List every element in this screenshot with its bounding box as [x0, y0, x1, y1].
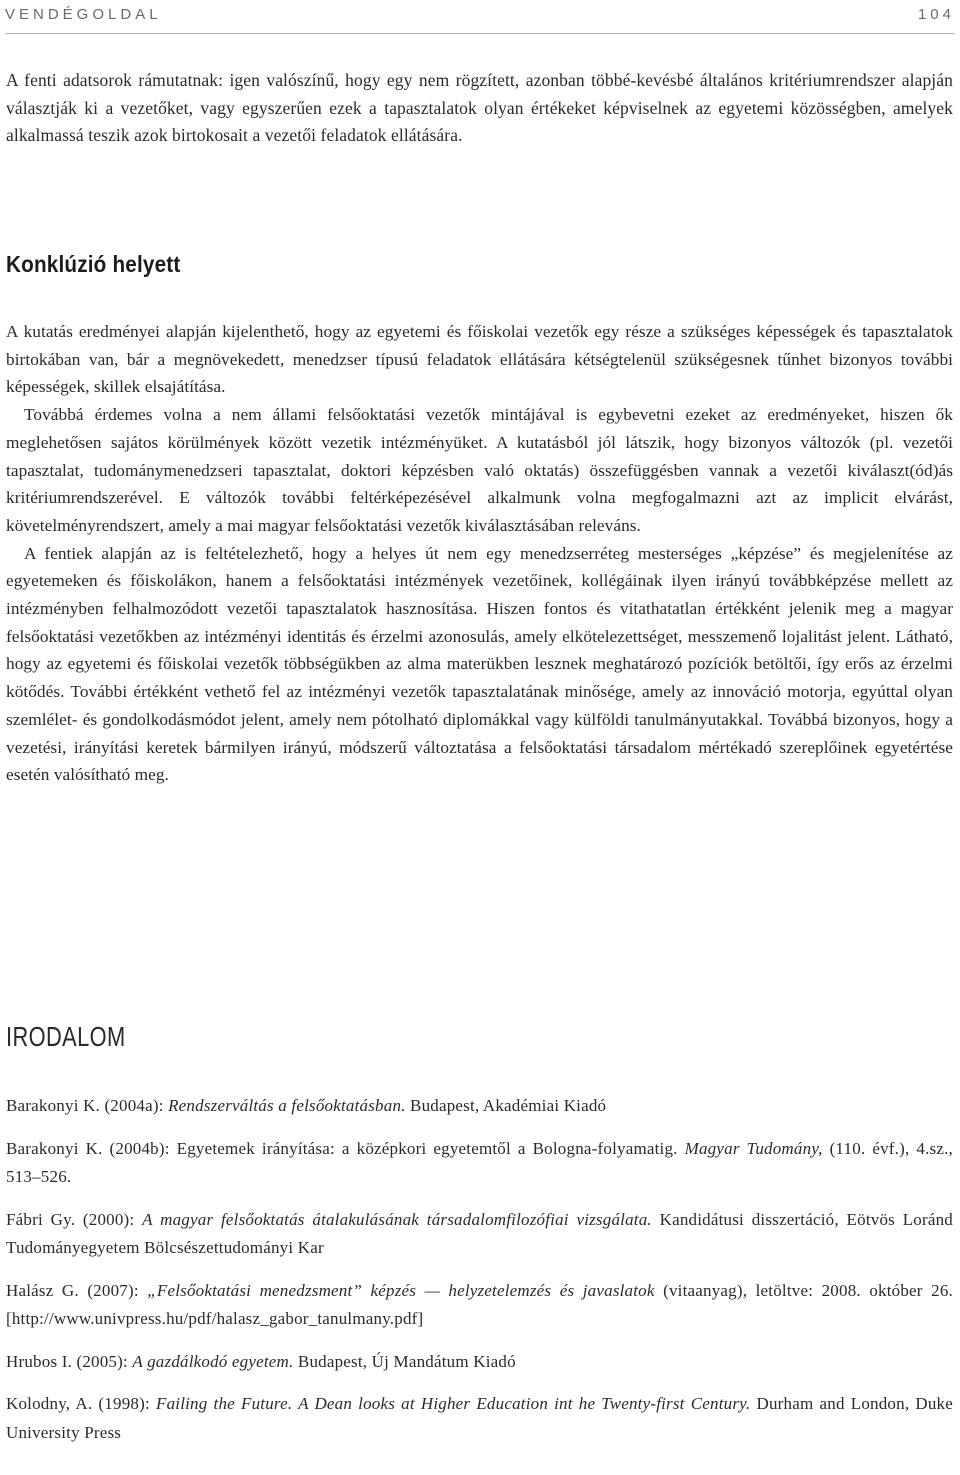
references-heading: IRODALOM [6, 1021, 126, 1052]
conclusion-heading: Konklúzió helyett [6, 251, 181, 277]
reference-title: „Felsőoktatási menedzsment” képzés — helyzetelemzés és javaslatok [147, 1280, 655, 1300]
reference-item [6, 1135, 953, 1192]
reference-details: Budapest, Akadémiai Kiadó [405, 1096, 607, 1115]
reference-item [6, 1206, 953, 1263]
page-number: 104 [917, 6, 955, 23]
reference-details: Durham and London, Duke University Press [6, 1394, 953, 1442]
reference-title: A gazdálkodó egyetem. [132, 1351, 294, 1371]
conclusion-paragraph: A kutatás eredményei alapján kijelenthető, hogy az egyetemi és főiskolai vezetők egy része a szükséges képességek és tapasztalatok birtokában van, bár a megnövekedett, menedzser típusú feladatok ellátására kétségtelenül szükségesnek tűnhet bizonyos további képességek, skillek elsajátítása. [6, 322, 953, 397]
reference-authors: Barakonyi K. (2004b): Egyetemek irányítása: a középkori egyetemtől a Bologna-folyamatig. [6, 1138, 685, 1158]
reference-details: (vitaanyag), letöltve: 2008. október 26. [http://www.univpress.hu/pdf/halasz_gabor_tanulmany.pdf] [6, 1280, 953, 1328]
intro-paragraph: A fenti adatsorok rámutatnak: igen valószínű, hogy egy nem rögzített, azonban többé-kevésbé általános kritériumrendszer alapján választják ki a vezetőket, vagy egyszerűen ezek a tapasztalatok olyan értékeket képviselnek az egyetemi közösségben, amelyek alkalmassá teszik azok birtokosait a vezetői feladatok ellátására. [6, 70, 953, 146]
reference-title: Failing the Future. A Dean looks at Higher Education int he Twenty-first Century. [155, 1394, 751, 1413]
reference-authors: Fábri Gy. (2000): [6, 1209, 143, 1229]
section-title: VENDÉGOLDAL [5, 6, 162, 23]
reference-item [6, 1348, 953, 1377]
reference-details: Budapest, Új Mandátum Kiadó [293, 1351, 516, 1371]
reference-title: Rendszerváltás a felsőoktatásban. [168, 1096, 406, 1115]
reference-item [6, 1277, 953, 1334]
reference-authors: Hrubos I. (2005): [6, 1351, 133, 1371]
reference-list [6, 1092, 953, 1447]
reference-authors: Halász G. (2007): [6, 1280, 148, 1300]
reference-authors: Kolodny, A. (1998): [6, 1394, 156, 1413]
conclusion-paragraph: A fentiek alapján az is feltételezhető, hogy a helyes út nem egy menedzserréteg mesterséges „képzése” és megjelenítése az egyetemeken és főiskolákon, hanem a felsőoktatási intézmények vezetőinek, kollégáinak ilyen irányú továbbképzése mellett az intézményben felhalmozódott vezetői tapasztalatok hasznosítása. Hiszen fontos és vitathatatlan értékként jelenik meg a magyar felsőoktatási vezetőkben az intézményi identitás és érzelmi azonosulás, amely elkötelezettséget, messzemenő lojalitást jelent. Látható, hogy az egyetemi és főiskolai vezetők többségükben az alma materükben lesznek meghatározó pozíciók betöltői, így erős az érzelmi kötődés. További értékként vethető fel az intézményi vezetők tapasztalatának minősége, amely az innováció motorja, egyúttal olyan szemlélet- és gondolkodásmódot jelent, amely nem pótolható diplomákkal vagy külföldi tanulmányutakkal. Továbbá bizonyos, hogy a vezetési, irányítási keretek bármilyen irányú, módszerű változtatása a felsőoktatási társadalom mértékadó szereplőinek egyetértése esetén valósítható meg. [6, 543, 953, 785]
reference-details: Kandidátusi disszertáció, Eötvös Loránd Tudományegyetem Bölcsészettudományi Kar [6, 1209, 953, 1257]
conclusion-body [6, 318, 953, 789]
reference-item [6, 1390, 953, 1447]
reference-item [6, 1092, 953, 1121]
header-divider [5, 33, 955, 34]
conclusion-paragraph: Továbbá érdemes volna a nem állami felsőoktatási vezetők mintájával is egybevetni ezeket az eredményeket, hiszen ők meglehetősen sajátos körülmények között vezetik intézményüket. A kutatásból jól látszik, hogy bizonyos változók (pl. vezetői tapasztalat, tudománymenedzseri tapasztalat, doktori képzésben való oktatás) összefüggésben vannak a vezetői kiválaszt(ód)ás kritériumrendszerével. E változók további feltérképezésével alkalmunk volna megfogalmazni azt az implicit elvárást, követelményrendszert, amely a mai magyar felsőoktatási vezetők kiválasztásában releváns. [6, 405, 953, 535]
running-header [5, 4, 955, 30]
reference-title: Magyar Tudomány, [684, 1138, 823, 1158]
reference-title: A magyar felsőoktatás átalakulásának társadalomfilozófiai vizsgálata. [142, 1209, 652, 1229]
reference-details: (110. évf.), 4.sz., 513–526. [6, 1138, 954, 1186]
reference-authors: Barakonyi K. (2004a): [6, 1096, 169, 1115]
